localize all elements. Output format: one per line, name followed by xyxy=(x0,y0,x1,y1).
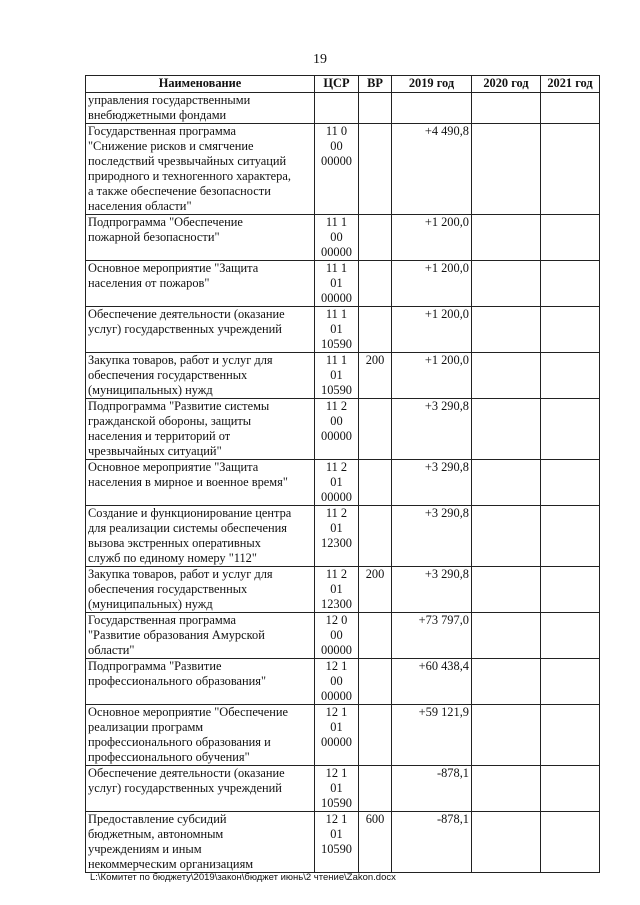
cell-name: Обеспечение деятельности (оказание услуг) государственных учреждений xyxy=(86,766,315,812)
cell-2020 xyxy=(472,124,541,215)
cell-vr xyxy=(359,659,392,705)
cell-name: Подпрограмма "Развитие системы гражданской обороны, защиты населения и территорий от чрезвычайных ситуаций" xyxy=(86,399,315,460)
cell-2021 xyxy=(541,261,600,307)
header-vr: ВР xyxy=(359,76,392,93)
cell-vr: 600 xyxy=(359,812,392,873)
cell-vr xyxy=(359,460,392,506)
header-row xyxy=(86,76,600,93)
cell-2021 xyxy=(541,399,600,460)
cell-vr xyxy=(359,124,392,215)
cell-csr: 11 1 01 00000 xyxy=(315,261,359,307)
cell-csr: 12 1 01 00000 xyxy=(315,705,359,766)
cell-2020 xyxy=(472,766,541,812)
cell-2020 xyxy=(472,307,541,353)
cell-vr xyxy=(359,766,392,812)
cell-2020 xyxy=(472,812,541,873)
cell-csr: 11 1 00 00000 xyxy=(315,215,359,261)
cell-2021 xyxy=(541,307,600,353)
cell-2019: +60 438,4 xyxy=(392,659,472,705)
cell-2019: -878,1 xyxy=(392,812,472,873)
cell-name: управления государственными внебюджетными фондами xyxy=(86,93,315,124)
cell-2019: +3 290,8 xyxy=(392,506,472,567)
cell-csr: 11 2 00 00000 xyxy=(315,399,359,460)
cell-2019: +59 121,9 xyxy=(392,705,472,766)
cell-name: Подпрограмма "Развитие профессионального образования" xyxy=(86,659,315,705)
cell-name: Государственная программа "Развитие образования Амурской области" xyxy=(86,613,315,659)
cell-name: Государственная программа "Снижение рисков и смягчение последствий чрезвычайных ситуаций природного и техногенного характера, а также обеспечение безопасности населения области" xyxy=(86,124,315,215)
table-body xyxy=(86,93,600,873)
cell-vr xyxy=(359,307,392,353)
cell-2019 xyxy=(392,93,472,124)
cell-2021 xyxy=(541,124,600,215)
table-row xyxy=(86,124,600,215)
cell-csr: 11 2 01 12300 xyxy=(315,506,359,567)
cell-2019: +4 490,8 xyxy=(392,124,472,215)
cell-vr xyxy=(359,215,392,261)
cell-csr xyxy=(315,93,359,124)
table-row xyxy=(86,812,600,873)
cell-2019: -878,1 xyxy=(392,766,472,812)
cell-csr: 11 1 01 10590 xyxy=(315,353,359,399)
cell-2020 xyxy=(472,567,541,613)
cell-2021 xyxy=(541,215,600,261)
table-row xyxy=(86,613,600,659)
page-number: 19 xyxy=(313,52,327,67)
cell-name: Основное мероприятие "Защита населения от пожаров" xyxy=(86,261,315,307)
cell-vr xyxy=(359,399,392,460)
cell-2019: +1 200,0 xyxy=(392,307,472,353)
cell-csr: 12 1 01 10590 xyxy=(315,812,359,873)
cell-csr: 11 1 01 10590 xyxy=(315,307,359,353)
cell-2020 xyxy=(472,261,541,307)
cell-2021 xyxy=(541,506,600,567)
cell-2019: +3 290,8 xyxy=(392,460,472,506)
cell-name: Основное мероприятие "Защита населения в мирное и военное время" xyxy=(86,460,315,506)
cell-2020 xyxy=(472,659,541,705)
cell-2021 xyxy=(541,93,600,124)
cell-2021 xyxy=(541,766,600,812)
table-row xyxy=(86,261,600,307)
header-csr: ЦСР xyxy=(315,76,359,93)
cell-name: Закупка товаров, работ и услуг для обеспечения государственных (муниципальных) нужд xyxy=(86,353,315,399)
table-row xyxy=(86,766,600,812)
file-path-footer: L:\Комитет по бюджету\2019\закон\бюджет июнь\2 чтение\Zakon.docx xyxy=(90,872,396,883)
cell-csr: 11 2 01 12300 xyxy=(315,567,359,613)
cell-vr xyxy=(359,261,392,307)
cell-vr: 200 xyxy=(359,567,392,613)
cell-name: Создание и функционирование центра для реализации системы обеспечения вызова экстренных оперативных служб по единому номеру "112" xyxy=(86,506,315,567)
budget-table xyxy=(85,75,600,873)
cell-vr xyxy=(359,705,392,766)
cell-2020 xyxy=(472,399,541,460)
cell-2019: +3 290,8 xyxy=(392,399,472,460)
table-row xyxy=(86,659,600,705)
table-row xyxy=(86,93,600,124)
cell-2021 xyxy=(541,353,600,399)
header-2019: 2019 год xyxy=(392,76,472,93)
table-row xyxy=(86,353,600,399)
cell-2019: +73 797,0 xyxy=(392,613,472,659)
cell-name: Основное мероприятие "Обеспечение реализации программ профессионального образования и профессионального обучения" xyxy=(86,705,315,766)
cell-csr: 12 0 00 00000 xyxy=(315,613,359,659)
cell-2020 xyxy=(472,506,541,567)
cell-2021 xyxy=(541,812,600,873)
cell-2020 xyxy=(472,460,541,506)
table-row xyxy=(86,506,600,567)
cell-2021 xyxy=(541,613,600,659)
cell-2019: +1 200,0 xyxy=(392,353,472,399)
cell-csr: 12 1 00 00000 xyxy=(315,659,359,705)
table-row xyxy=(86,705,600,766)
cell-2020 xyxy=(472,215,541,261)
cell-vr: 200 xyxy=(359,353,392,399)
table-row xyxy=(86,567,600,613)
cell-2020 xyxy=(472,93,541,124)
cell-vr xyxy=(359,93,392,124)
cell-2019: +1 200,0 xyxy=(392,215,472,261)
cell-2021 xyxy=(541,567,600,613)
cell-name: Предоставление субсидий бюджетным, автономным учреждениям и иным некоммерческим организациям xyxy=(86,812,315,873)
header-2021: 2021 год xyxy=(541,76,600,93)
cell-csr: 11 0 00 00000 xyxy=(315,124,359,215)
cell-2019: +3 290,8 xyxy=(392,567,472,613)
table-row xyxy=(86,215,600,261)
header-2020: 2020 год xyxy=(472,76,541,93)
header-name: Наименование xyxy=(86,76,315,93)
cell-2020 xyxy=(472,705,541,766)
cell-2020 xyxy=(472,613,541,659)
cell-2019: +1 200,0 xyxy=(392,261,472,307)
cell-csr: 11 2 01 00000 xyxy=(315,460,359,506)
table-row xyxy=(86,307,600,353)
table-row xyxy=(86,460,600,506)
cell-name: Подпрограмма "Обеспечение пожарной безопасности" xyxy=(86,215,315,261)
cell-2021 xyxy=(541,659,600,705)
cell-vr xyxy=(359,506,392,567)
cell-2021 xyxy=(541,460,600,506)
cell-2021 xyxy=(541,705,600,766)
cell-2020 xyxy=(472,353,541,399)
cell-name: Обеспечение деятельности (оказание услуг) государственных учреждений xyxy=(86,307,315,353)
cell-csr: 12 1 01 10590 xyxy=(315,766,359,812)
table-row xyxy=(86,399,600,460)
cell-vr xyxy=(359,613,392,659)
cell-name: Закупка товаров, работ и услуг для обеспечения государственных (муниципальных) нужд xyxy=(86,567,315,613)
